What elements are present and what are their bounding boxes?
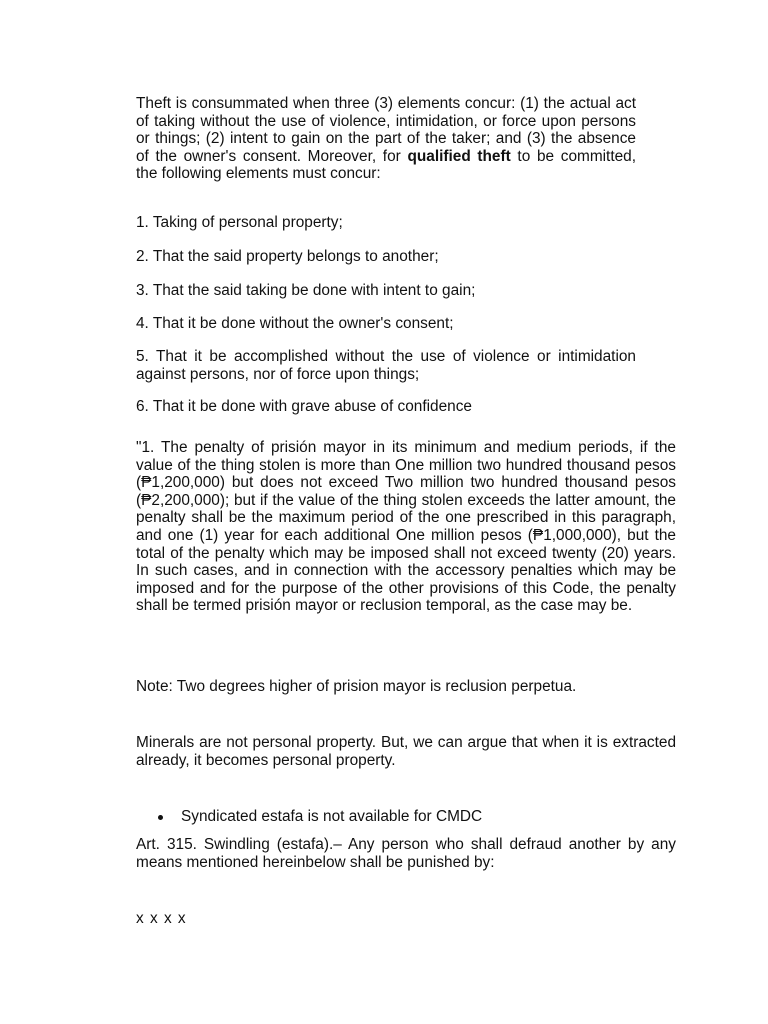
intro-paragraph <box>136 95 636 183</box>
ellipsis-marker: x x x x <box>136 910 187 927</box>
article-315-paragraph: Art. 315. Swindling (estafa).– Any person who shall defraud another by any means mentioned hereinbelow shall be punished by: <box>136 836 676 871</box>
element-item-2: 2. That the said property belongs to another; <box>136 248 439 265</box>
element-item-5: 5. That it be accomplished without the use of violence or intimidation against persons, nor of force upon things; <box>136 348 636 383</box>
note-paragraph: Note: Two degrees higher of prision mayor is reclusion perpetua. <box>136 678 577 695</box>
intro-text-part1: Theft is consummated when three (3) elements concur: (1) the actual act of taking without the use of violence, intimidation, or force upon persons or things; (2) intent to gain on the part of the taker; and (3) the absence of the owner's consent. Moreover, for <box>136 95 636 165</box>
qualified-theft-term: qualified theft <box>407 147 511 165</box>
intro-text-part2: to be committed, the following elements must concur: <box>136 147 637 183</box>
minerals-paragraph: Minerals are not personal property. But, we can argue that when it is extracted already, it becomes personal property. <box>136 734 676 769</box>
element-item-4: 4. That it be done without the owner's consent; <box>136 315 454 332</box>
penalty-quote-paragraph: "1. The penalty of prisión mayor in its minimum and medium periods, if the value of the thing stolen is more than One million two hundred thousand pesos (₱1,200,000) but does not exceed Two million two hundred thousand pesos (₱2,200,000); but if the value of the thing stolen exceeds the latter amount, the penalty shall be the maximum period of the one prescribed in this paragraph, and one (1) year for each additional One million pesos (₱1,000,000), but the total of the penalty which may be imposed shall not exceed twenty (20) years. In such cases, and in connection with the accessory penalties which may be imposed and for the purpose of the other provisions of this Code, the penalty shall be termed prisión mayor or reclusion temporal, as the case may be. <box>136 439 676 615</box>
element-item-6: 6. That it be done with grave abuse of confidence <box>136 398 472 415</box>
bullet-dot-icon <box>158 815 163 820</box>
bullet-text: Syndicated estafa is not available for CMDC <box>181 808 483 825</box>
element-item-3: 3. That the said taking be done with intent to gain; <box>136 282 476 299</box>
element-item-1: 1. Taking of personal property; <box>136 214 343 231</box>
